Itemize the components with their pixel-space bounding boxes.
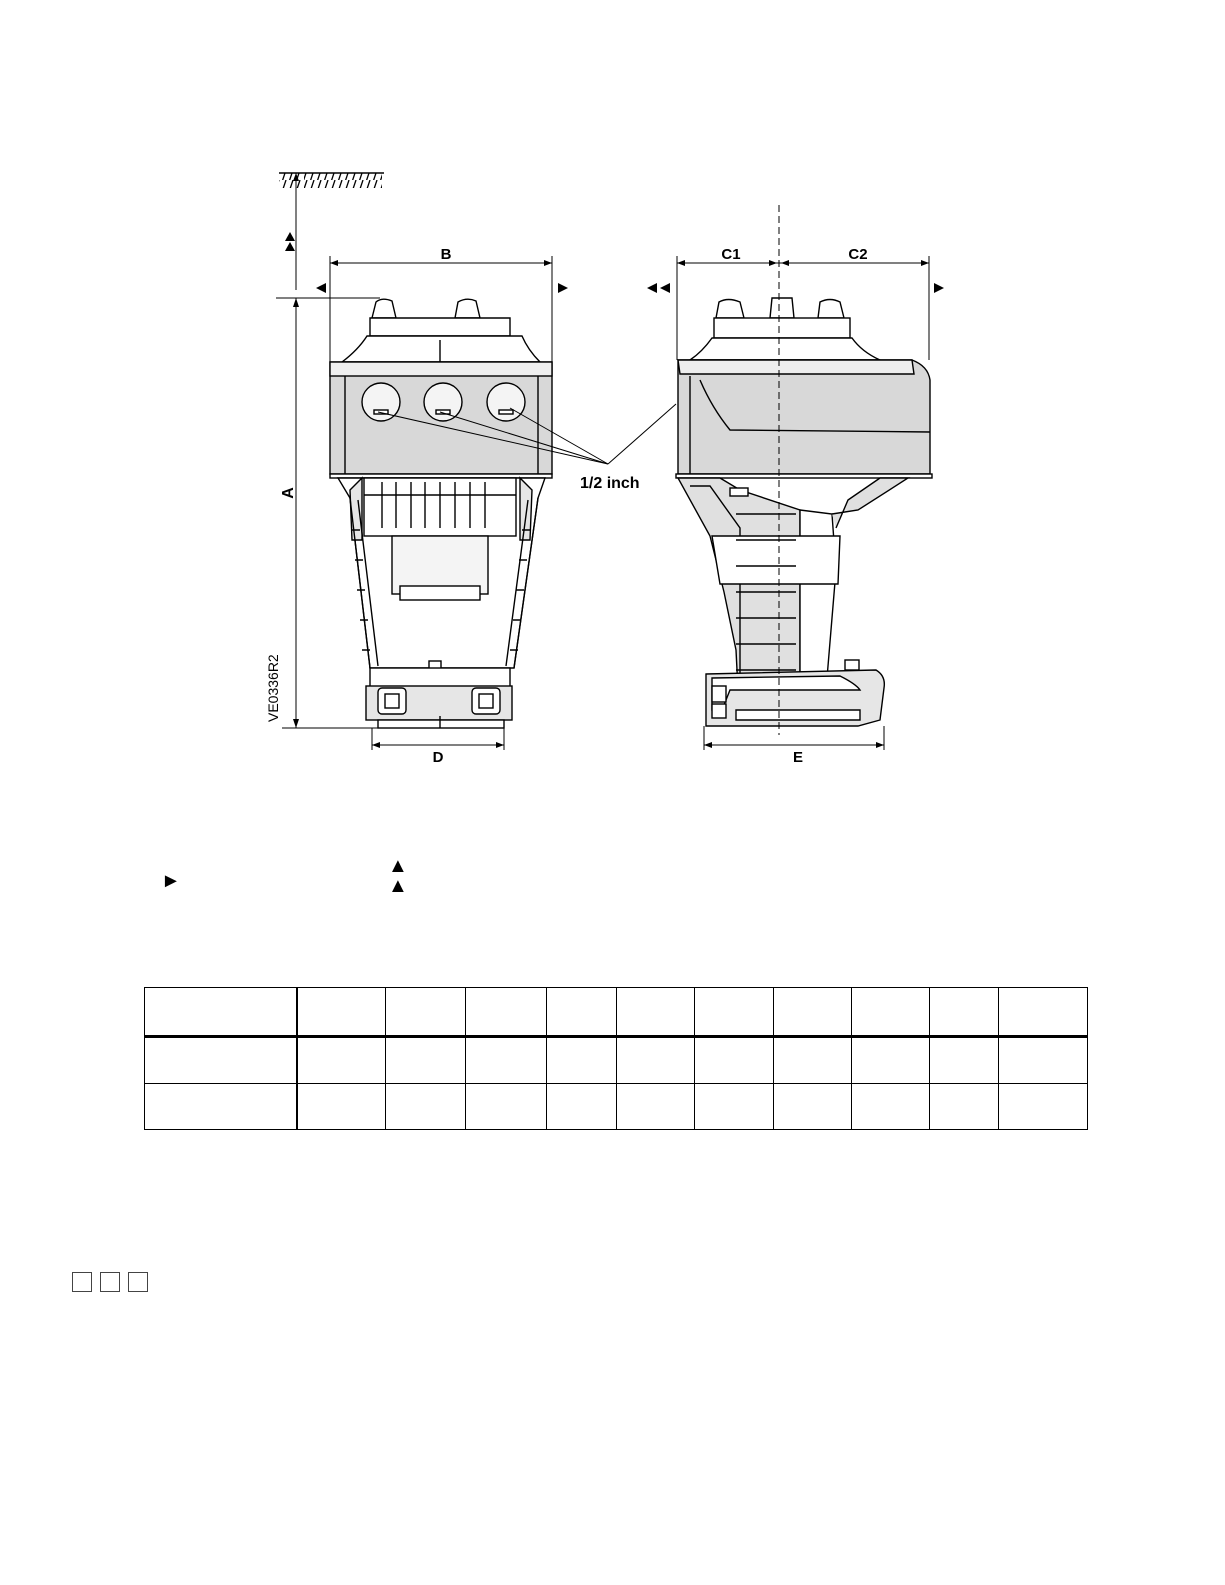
table-cell bbox=[466, 1084, 546, 1130]
table-cell bbox=[145, 988, 297, 1037]
table-cell bbox=[546, 988, 616, 1037]
label-d: D bbox=[432, 749, 444, 766]
table-cell bbox=[616, 988, 694, 1037]
dimension-d bbox=[372, 728, 504, 766]
table-cell bbox=[773, 988, 851, 1037]
actuator-front-view bbox=[330, 299, 552, 728]
table-cell bbox=[145, 1037, 297, 1084]
table-cell bbox=[998, 1084, 1087, 1130]
table-cell bbox=[297, 988, 386, 1037]
drawing-code: VE0336R2 bbox=[265, 654, 281, 722]
table-cell bbox=[616, 1084, 694, 1130]
label-c1: C1 bbox=[721, 246, 741, 263]
table-cell bbox=[695, 1037, 773, 1084]
empty-box-icon bbox=[72, 1272, 92, 1292]
label-c2: C2 bbox=[848, 246, 868, 263]
table-cell bbox=[616, 1037, 694, 1084]
legend-right-arrow-icon: ► bbox=[161, 870, 181, 892]
dimension-e bbox=[704, 726, 884, 766]
actuator-side-view bbox=[676, 298, 932, 726]
legend-up-arrow-icon: ▲ bbox=[388, 875, 408, 897]
table-cell bbox=[930, 1084, 998, 1130]
table-cell bbox=[466, 988, 546, 1037]
table-cell bbox=[998, 988, 1087, 1037]
table-cell bbox=[145, 1084, 297, 1130]
table-cell bbox=[930, 988, 998, 1037]
box-symbols bbox=[72, 1272, 148, 1292]
label-e: E bbox=[792, 749, 804, 766]
table-cell bbox=[695, 1084, 773, 1130]
table-cell bbox=[546, 1037, 616, 1084]
table-cell bbox=[851, 1037, 929, 1084]
table-cell bbox=[773, 1084, 851, 1130]
table-cell bbox=[998, 1037, 1087, 1084]
table-cell bbox=[297, 1037, 386, 1084]
table-cell bbox=[466, 1037, 546, 1084]
table-header-row bbox=[145, 988, 1088, 1037]
label-a: A bbox=[280, 487, 297, 499]
dimensions-table bbox=[144, 987, 1088, 1130]
legend-up-arrow-icon: ▲ bbox=[388, 855, 408, 877]
table-cell bbox=[385, 1084, 465, 1130]
label-b: B bbox=[440, 246, 452, 263]
ceiling-clearance-symbol bbox=[279, 173, 384, 290]
empty-box-icon bbox=[128, 1272, 148, 1292]
table-cell bbox=[773, 1037, 851, 1084]
table-row bbox=[145, 1037, 1088, 1084]
empty-box-icon bbox=[100, 1272, 120, 1292]
table-row bbox=[145, 1084, 1088, 1130]
table-cell bbox=[297, 1084, 386, 1130]
table-cell bbox=[385, 1037, 465, 1084]
table-cell bbox=[385, 988, 465, 1037]
conduit-size-label: 1/2 inch bbox=[580, 475, 640, 492]
table-cell bbox=[546, 1084, 616, 1130]
table-cell bbox=[851, 1084, 929, 1130]
table-cell bbox=[695, 988, 773, 1037]
table-cell bbox=[930, 1037, 998, 1084]
table-cell bbox=[851, 988, 929, 1037]
